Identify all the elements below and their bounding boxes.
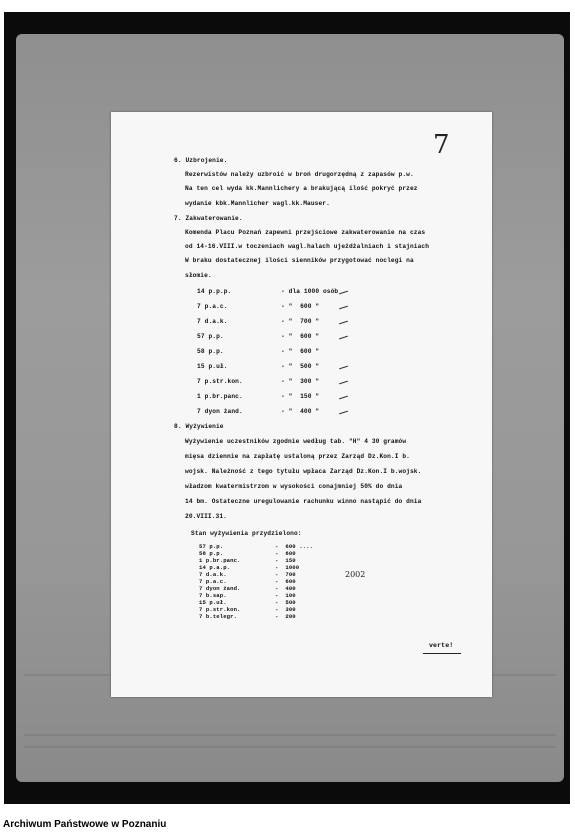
text-line: władzom kwatermistrzom w wysokości conajmniej 50% do dnia <box>185 483 403 490</box>
table-count: - " 600 " <box>281 333 320 340</box>
table-unit: 14 p.p.p. <box>197 288 232 295</box>
check-mark-icon <box>339 381 348 385</box>
table-count: - " 500 " <box>281 363 320 370</box>
text-line: od 14-16.VIII.w toczeniach wagl.halach ujeżdżalniach i stajniach <box>185 243 430 250</box>
table-count: - " 150 " <box>281 393 320 400</box>
table-unit: 58 p.p. <box>199 550 224 557</box>
check-mark-icon <box>339 411 348 415</box>
page-number-handwritten: 7 <box>433 130 450 160</box>
text-line: Na ten cel wyda kk.Mannlichery a brakującą ilość pokryć przez <box>185 185 418 192</box>
table-count: - " 400 " <box>281 408 320 415</box>
check-mark-icon <box>339 291 348 295</box>
section-8-heading: 8. Wyżywienie <box>174 423 224 430</box>
section-7-heading: 7. Zakwaterowanie. <box>174 215 243 222</box>
table-unit: 7 dyon żand. <box>197 408 243 415</box>
text-line: Komenda Placu Poznań zapewni przejściowe zakwaterowanie na czas <box>185 229 426 236</box>
check-mark-icon <box>339 321 348 325</box>
text-line: W braku dostatecznej ilości sienników przygotować noclegi na <box>185 257 414 264</box>
table-count: - 600 <box>275 550 296 557</box>
table-count: - 500 <box>275 599 296 606</box>
table-unit: 58 p.p. <box>197 348 224 355</box>
table-unit: 15 p.uł. <box>199 599 227 606</box>
board-streak <box>24 746 556 748</box>
table-unit: 57 p.p. <box>199 543 224 550</box>
check-mark-icon <box>339 366 348 370</box>
table-count: - 150 <box>275 557 296 564</box>
table-unit: 7 d.a.k. <box>199 571 227 578</box>
table-count: - " 700 " <box>281 318 320 325</box>
table-unit: 7 p.a.c. <box>199 578 227 585</box>
subheading: Stan wyżywienia przydzielono: <box>191 530 302 537</box>
text-line: mięsa dziennie na zapłatę ustaloną przez Zarząd Dz.Kon.I b. <box>185 453 410 460</box>
table-count: - " 600 " <box>281 303 320 310</box>
text-line: 20.VIII.31. <box>185 513 227 520</box>
table-count: - " 300 " <box>281 378 320 385</box>
table-count: - 600 .... <box>275 543 314 550</box>
handwritten-total: 2002 <box>345 570 366 579</box>
archive-caption: Archiwum Państwowe w Poznaniu <box>3 819 167 830</box>
table-unit: 14 p.a.p. <box>199 564 231 571</box>
document-page <box>111 112 492 697</box>
table-count: - dla 1000 osób <box>281 288 339 295</box>
footer-underline <box>423 653 461 654</box>
table-unit: 1 p.br.panc. <box>199 557 241 564</box>
table-count: - 200 <box>275 613 296 620</box>
table-unit: 7 p.a.c. <box>197 303 228 310</box>
text-line: wojsk. Należność z tego tytułu wpłaca Zarząd Dz.Kon.I b.wojsk. <box>185 468 422 475</box>
text-line: Rezerwistów należy uzbroić w broń drugorzędną z zapasów p.w. <box>185 171 414 178</box>
text-line: Wyżywienie uczestników zgodnie według tab. "H" 4 30 gramów <box>185 438 407 445</box>
table-unit: 7 p.str.kon. <box>199 606 241 613</box>
table-count: - 600 <box>275 578 296 585</box>
table-unit: 7 dyon żand. <box>199 585 241 592</box>
text-line: wydanie kbk.Mannlicher wagl.kk.Mauser. <box>185 200 330 207</box>
text-line: 14 bm. Ostateczne uregulowanie rachunku winno nastąpić do dnia <box>185 498 422 505</box>
table-unit: 7 p.str.kon. <box>197 378 243 385</box>
table-count: - " 600 " <box>281 348 320 355</box>
text-line: słomie. <box>185 272 212 279</box>
table-unit: 7 d.a.k. <box>197 318 228 325</box>
check-mark-icon <box>339 396 348 400</box>
check-mark-icon <box>339 306 348 310</box>
check-mark-icon <box>339 336 348 340</box>
footer-note: verte! <box>429 642 454 649</box>
table-unit: 15 p.uł. <box>197 363 228 370</box>
table-count: - 400 <box>275 585 296 592</box>
board-streak <box>24 734 556 736</box>
table-unit: 7 b.sap. <box>199 592 227 599</box>
table-count: - 700 <box>275 571 296 578</box>
table-unit: 7 b.telegr. <box>199 613 238 620</box>
table-count: - 100 <box>275 592 296 599</box>
archive-caption-bar <box>0 812 575 840</box>
table-count: - 300 <box>275 606 296 613</box>
section-6-heading: 6. Uzbrojenie. <box>174 157 228 164</box>
table-unit: 1 p.br.panc. <box>197 393 243 400</box>
table-unit: 57 p.p. <box>197 333 224 340</box>
table-count: - 1000 <box>275 564 300 571</box>
